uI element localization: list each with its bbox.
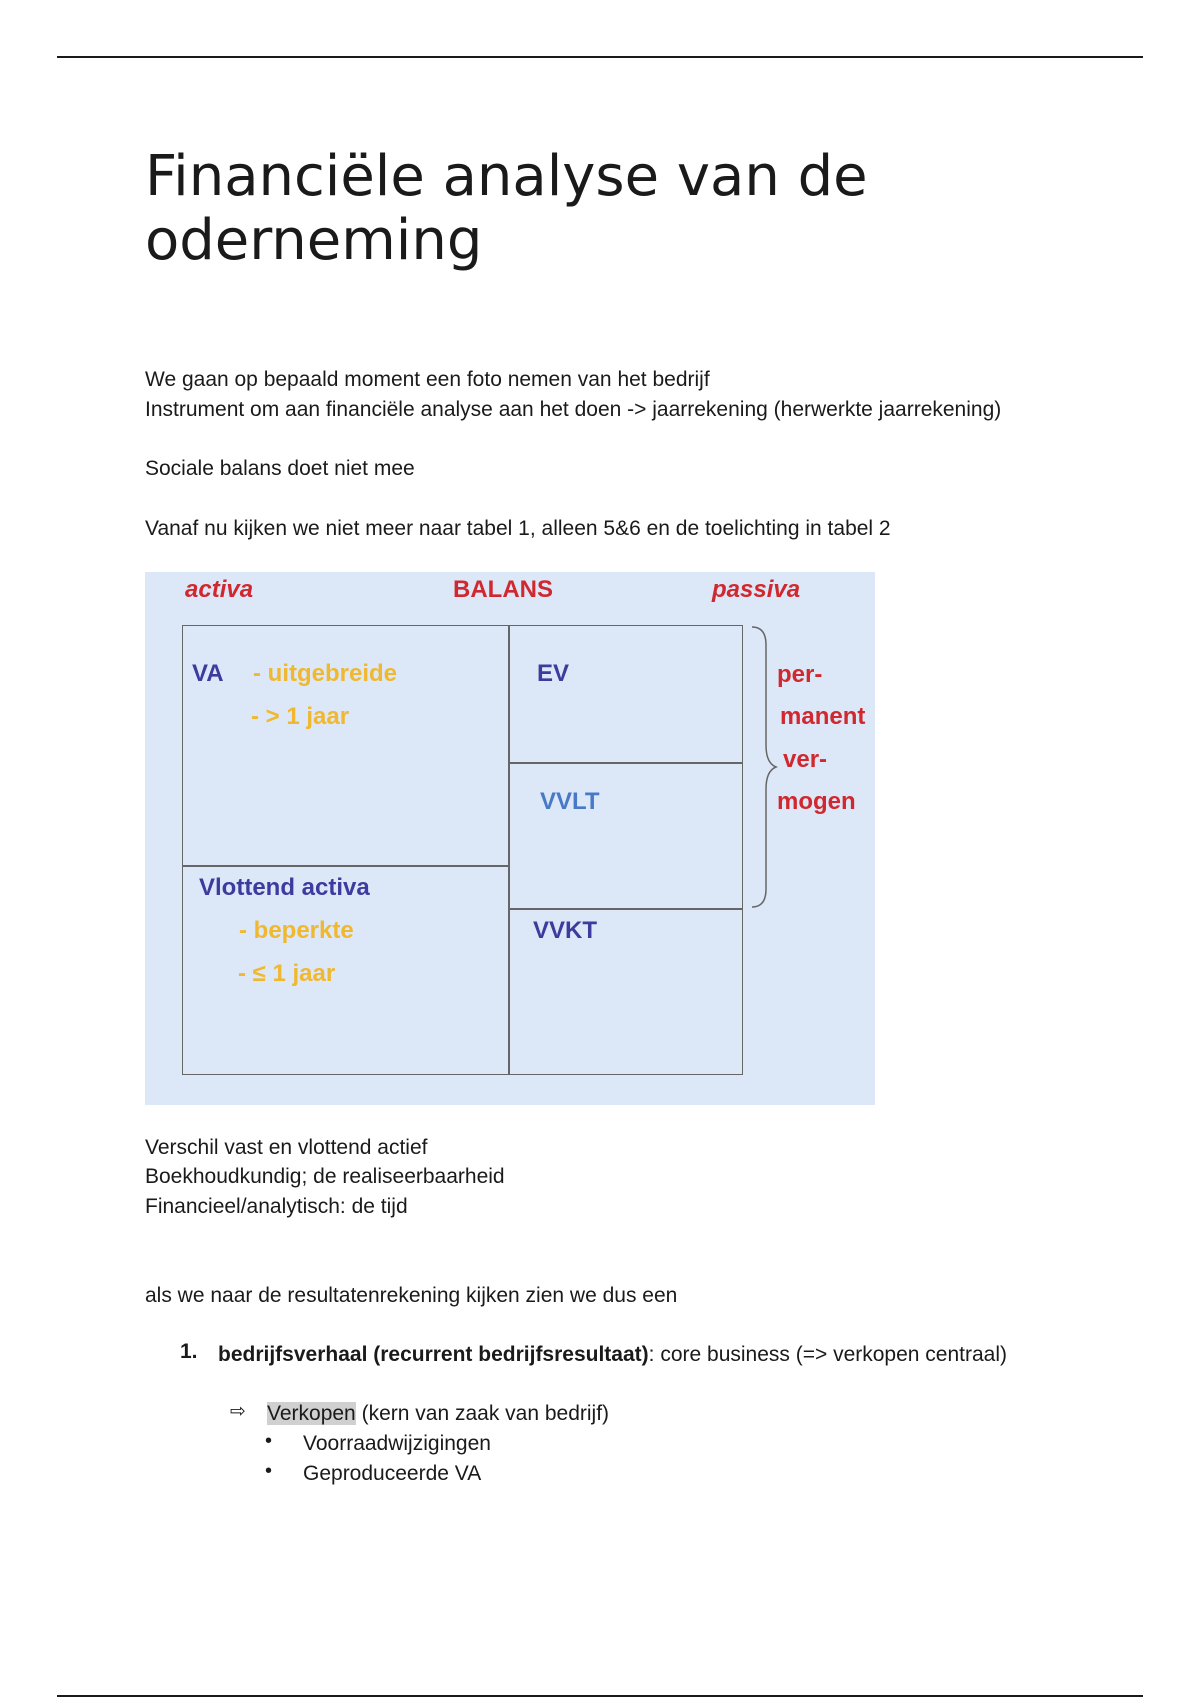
intro-line-4: Vanaf nu kijken we niet meer naar tabel 1, alleen 5&6 en de toelichting in tabel 2 [145,517,891,540]
bullet-icon: • [265,1460,273,1482]
list-item-rest: : core business (=> verkopen centraal) [648,1343,1008,1366]
va-line-1: - uitgebreide [253,660,398,687]
vlottend-line-2: - ≤ 1 jaar [238,960,336,987]
va-label: VA [192,660,224,687]
sub-item [267,1399,609,1429]
permanent-line-1: per- [777,661,823,688]
vlottend-label: Vlottend activa [199,874,370,901]
resultaten-intro: als we naar de resultatenrekening kijken zien we dus een [145,1284,678,1307]
vvkt-label: VVKT [533,917,598,944]
permanent-line-2: manent [780,703,866,730]
vvlt-label: VVLT [540,788,600,815]
intro-line-1: We gaan op bepaald moment een foto nemen van het bedrijf [145,368,710,391]
brace-icon [750,625,780,910]
arrow-right-icon: ⇨ [230,1401,246,1422]
verschil-line-1: Verschil vast en vlottend actief [145,1136,428,1159]
list-item-bold: bedrijfsverhaal (recurrent bedrijfsresultaat) [218,1343,649,1366]
intro-line-3: Sociale balans doet niet mee [145,457,415,480]
passiva-label: passiva [712,576,801,603]
list-item-1 [218,1340,1007,1370]
bottom-rule [57,1695,1143,1697]
ev-label: EV [537,660,570,687]
ev-box [508,625,743,764]
sub-item-rest: (kern van zaak van bedrijf) [355,1402,610,1425]
bullet-icon: • [265,1430,273,1452]
permanent-line-4: mogen [777,788,856,815]
vlottend-line-1: - beperkte [239,917,354,944]
top-rule [57,56,1143,58]
verschil-line-3: Financieel/analytisch: de tijd [145,1195,408,1218]
permanent-line-3: ver- [783,746,828,773]
bullet-item-1: Voorraadwijzigingen [303,1432,491,1455]
activa-label: activa [185,576,254,603]
bullet-item-2: Geproduceerde VA [303,1462,482,1485]
list-number: 1. [180,1340,198,1363]
verschil-line-2: Boekhoudkundig; de realiseerbaarheid [145,1165,505,1188]
page-title: Financiële analyse van de oderneming [145,144,868,273]
vvlt-box [508,762,743,910]
intro-line-2: Instrument om aan financiële analyse aan het doen -> jaarrekening (herwerkte jaarrekening) [145,398,1002,421]
highlighted-verkopen: Verkopen [267,1402,356,1425]
balans-title: BALANS [453,576,553,603]
balans-diagram [145,572,875,1105]
va-line-2: - > 1 jaar [251,703,350,730]
